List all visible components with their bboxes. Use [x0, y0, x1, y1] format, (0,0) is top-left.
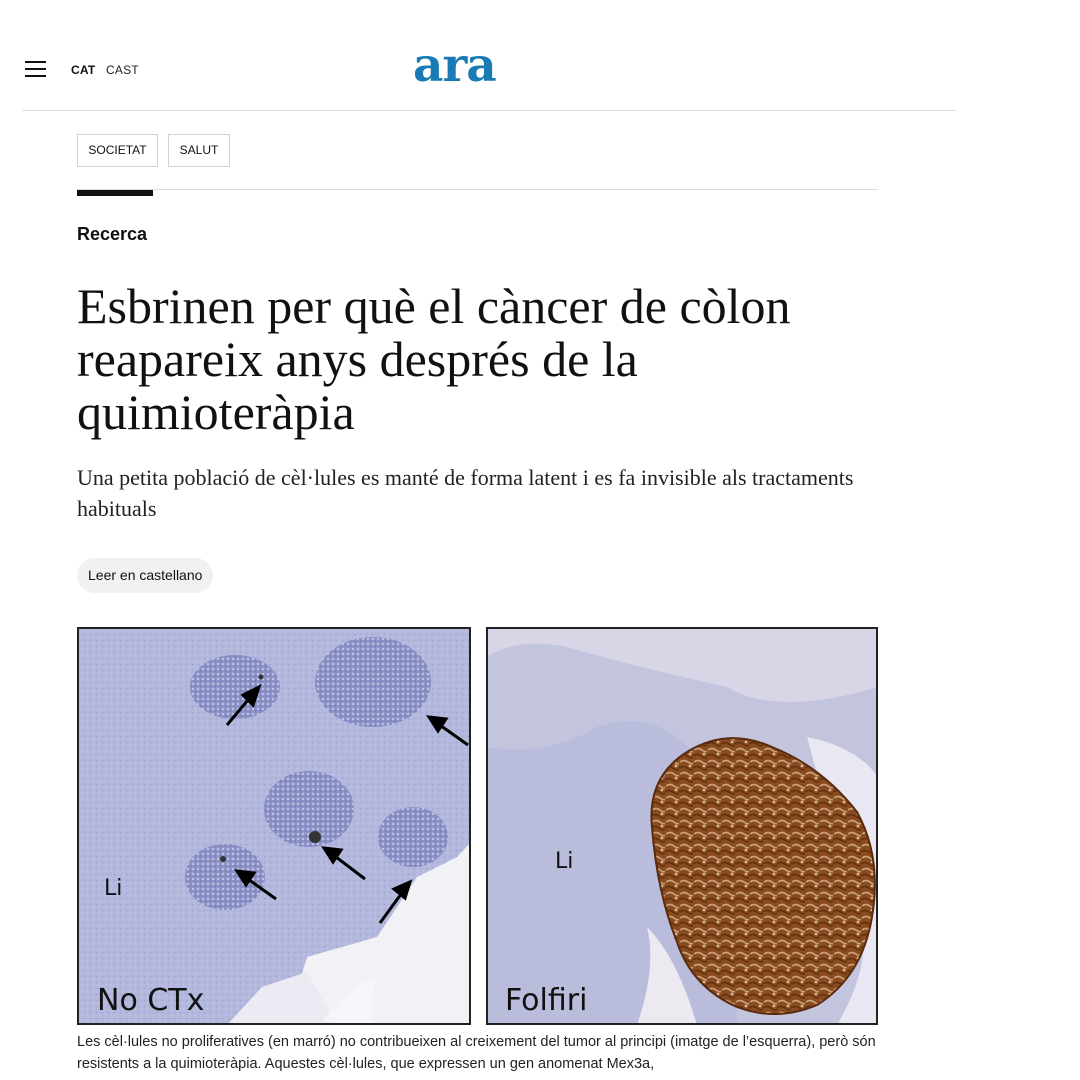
- article-subtitle: Una petita població de cèl·lules es manté de forma latent i es fa invisible als tractaments habituals: [77, 465, 854, 521]
- left-panel-label: No CTx: [97, 983, 205, 1018]
- article-headline: Esbrinen per què el càncer de còlon reapareix anys després de la quimioteràpia: [77, 278, 791, 440]
- article-image[interactable]: [77, 627, 878, 1025]
- site-header: [22, 0, 956, 111]
- right-organ-label: Li: [555, 849, 574, 874]
- panel-folfiri: [486, 627, 878, 1025]
- read-in-spanish-button[interactable]: Leer en castellano: [77, 558, 213, 593]
- language-catalan-link[interactable]: CAT: [71, 63, 96, 77]
- hamburger-menu-icon[interactable]: [25, 61, 46, 77]
- section-label[interactable]: Recerca: [77, 224, 148, 244]
- right-panel-label: Folfiri: [505, 983, 588, 1018]
- left-organ-label: Li: [104, 876, 123, 901]
- section-divider-accent: [77, 190, 153, 196]
- tag-salut[interactable]: SALUT: [168, 134, 230, 167]
- section-divider: [77, 189, 878, 190]
- image-caption: Les cèl·lules no proliferatives (en marró) no contribueixen al creixement del tumor al principi (imatge de l’esquerra), però són resistents a la quimioteràpia. Aquestes cèl·lules, que expressen un gen anomenat Mex3a,: [77, 1034, 876, 1072]
- panel-no-ctx: [77, 627, 471, 1025]
- tag-societat[interactable]: SOCIETAT: [77, 134, 158, 167]
- language-spanish-link[interactable]: CAST: [106, 63, 139, 77]
- ara-logo[interactable]: ara: [413, 38, 496, 93]
